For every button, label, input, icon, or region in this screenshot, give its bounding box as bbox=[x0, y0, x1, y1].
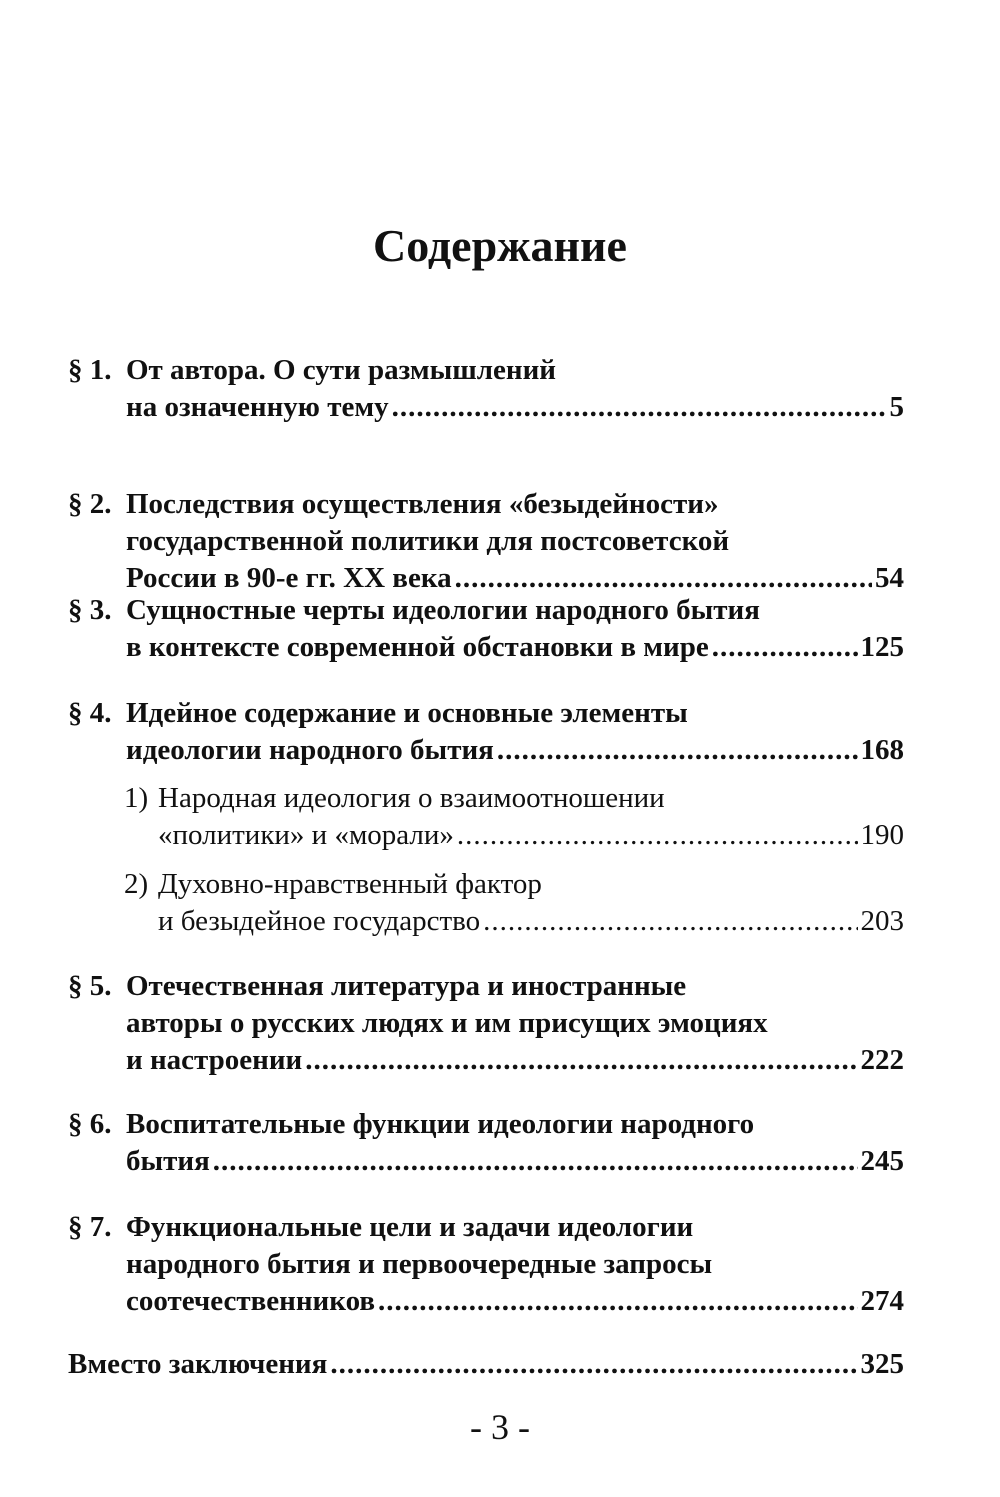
toc-entry-title-line: государственной политики для постсоветской bbox=[126, 525, 730, 557]
toc-entry-2[interactable] bbox=[68, 486, 904, 597]
toc-entry-title-line: Последствия осуществления «безыдейности» bbox=[126, 488, 719, 520]
dot-leader bbox=[483, 903, 857, 940]
toc-page-number: 190 bbox=[860, 819, 904, 851]
page-title: Содержание bbox=[373, 220, 627, 271]
page-number: - 3 - bbox=[470, 1407, 530, 1447]
toc-entry-6[interactable] bbox=[68, 1106, 904, 1180]
toc-entry-number: 1) bbox=[124, 782, 149, 814]
toc-entry-number: § 6. bbox=[68, 1108, 112, 1140]
toc-entry-title-line: на означенную тему bbox=[126, 391, 389, 423]
toc-entry-number: § 4. bbox=[68, 697, 112, 729]
toc-page-number: 325 bbox=[860, 1348, 904, 1380]
table-of-contents bbox=[68, 0, 904, 1497]
toc-page-number: 168 bbox=[860, 734, 904, 766]
toc-entry-title-line: Воспитательные функции идеологии народного bbox=[126, 1108, 755, 1140]
dot-leader bbox=[712, 629, 858, 666]
toc-entry-3[interactable] bbox=[68, 592, 904, 666]
toc-entry-title-line: в контексте современной обстановки в мире bbox=[126, 631, 709, 663]
toc-page-number: 125 bbox=[860, 631, 904, 663]
toc-entry-number: § 7. bbox=[68, 1211, 112, 1243]
toc-entry-title-line: бытия bbox=[126, 1145, 210, 1177]
toc-page-number: 5 bbox=[889, 391, 904, 423]
toc-entry-title-line: народного бытия и первоочередные запросы bbox=[126, 1248, 713, 1280]
toc-subentry-2[interactable] bbox=[68, 866, 904, 940]
toc-entry-title-line: Сущностные черты идеологии народного бытия bbox=[126, 594, 760, 626]
toc-entry-conclusion[interactable] bbox=[68, 1346, 904, 1383]
toc-entry-title-line: Духовно-нравственный фактор bbox=[158, 868, 542, 900]
toc-subentry-1[interactable] bbox=[68, 780, 904, 854]
toc-entry-title-line: От автора. О сути размышлений bbox=[126, 354, 557, 386]
toc-entry-title-line: Народная идеология о взаимоотношении bbox=[158, 782, 665, 814]
dot-leader bbox=[378, 1283, 857, 1320]
toc-entry-number: § 2. bbox=[68, 488, 112, 520]
toc-page-number: 203 bbox=[860, 905, 904, 937]
toc-entry-1[interactable] bbox=[68, 352, 904, 426]
dot-leader bbox=[392, 389, 887, 426]
toc-entry-7[interactable] bbox=[68, 1209, 904, 1320]
toc-entry-4[interactable] bbox=[68, 695, 904, 769]
dot-leader bbox=[497, 732, 858, 769]
toc-entry-title-line: Вместо заключения bbox=[68, 1348, 328, 1380]
toc-entry-number: § 3. bbox=[68, 594, 112, 626]
toc-page-number: 54 bbox=[875, 562, 904, 594]
toc-entry-title-line: Отечественная литература и иностранные bbox=[126, 970, 687, 1002]
toc-entry-title-line: авторы о русских людях и им присущих эмоциях bbox=[126, 1007, 768, 1039]
toc-entry-number: § 5. bbox=[68, 970, 112, 1002]
toc-entry-5[interactable] bbox=[68, 968, 904, 1079]
toc-entry-title-line: России в 90-е гг. XX века bbox=[126, 562, 452, 594]
toc-entry-number: 2) bbox=[124, 868, 149, 900]
toc-entry-title-line: и безыдейное государство bbox=[158, 905, 481, 937]
toc-entry-title-line: соотечественников bbox=[126, 1285, 376, 1317]
dot-leader bbox=[305, 1042, 857, 1079]
toc-page-number: 274 bbox=[860, 1285, 904, 1317]
toc-page-number: 245 bbox=[860, 1145, 904, 1177]
toc-entry-title-line: «политики» и «морали» bbox=[158, 819, 454, 851]
toc-entry-title-line: Идейное содержание и основные элементы bbox=[126, 697, 688, 729]
toc-entry-title-line: идеологии народного бытия bbox=[126, 734, 494, 766]
toc-entry-number: § 1. bbox=[68, 354, 112, 386]
dot-leader bbox=[213, 1143, 858, 1180]
toc-entry-title-line: и настроении bbox=[126, 1044, 303, 1076]
dot-leader bbox=[457, 817, 858, 854]
toc-entry-title-line: Функциональные цели и задачи идеологии bbox=[126, 1211, 694, 1243]
dot-leader bbox=[330, 1346, 857, 1383]
toc-page-number: 222 bbox=[860, 1044, 904, 1076]
